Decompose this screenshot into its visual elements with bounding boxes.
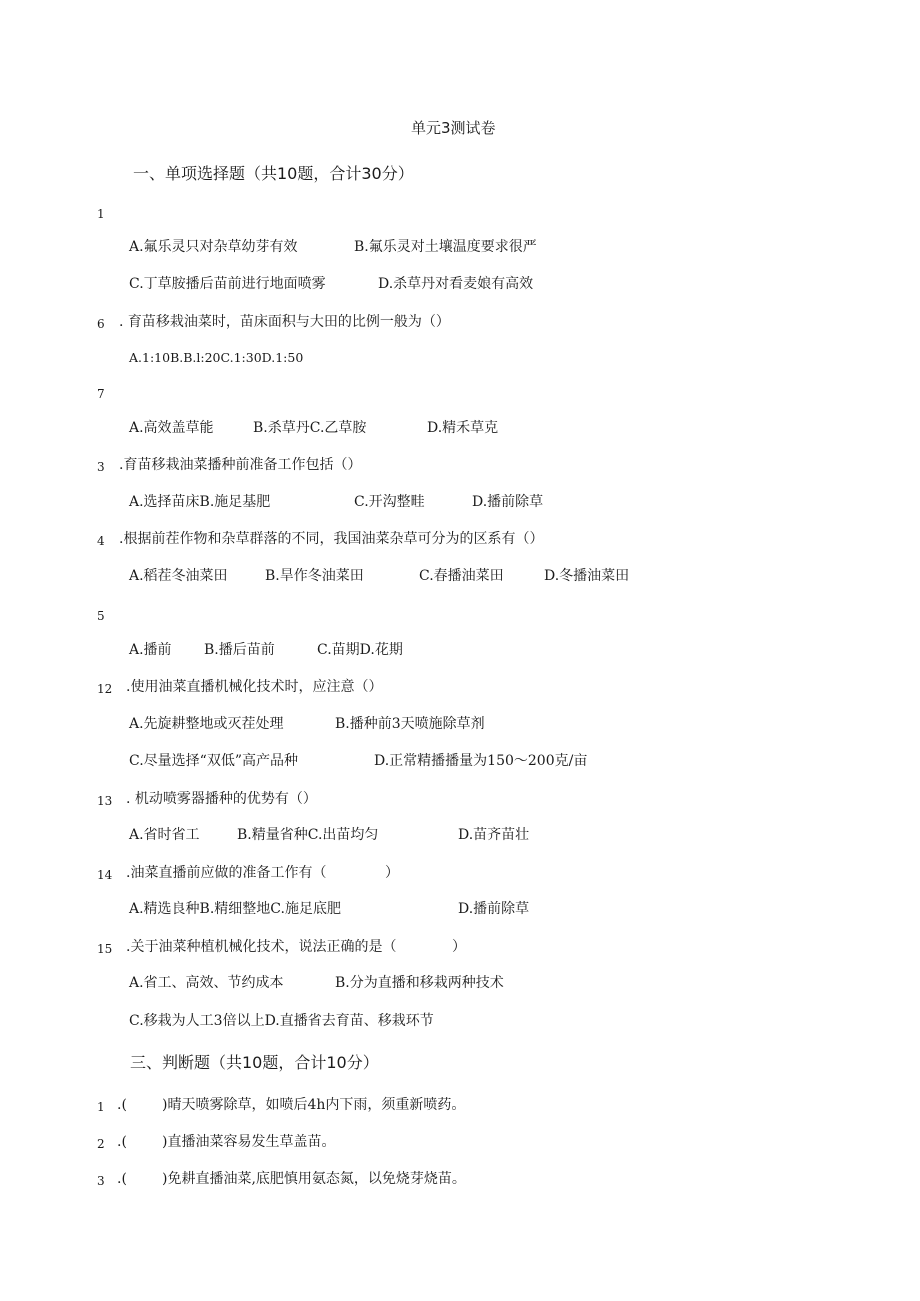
option-c: C.春播油菜田 (419, 568, 504, 584)
section-heading-true-false: 三、判断题（共10题，合计10分） (130, 1053, 379, 1072)
question-number: 7 (97, 387, 105, 401)
option-a: A.省工、高效、节约成本 (129, 975, 284, 991)
option-ab: A.选择苗床B.施足基肥 (129, 494, 271, 510)
question-text: .育苗移栽油菜播种前准备工作包括（） (119, 457, 362, 473)
question-text: .使用油菜直播机械化技术时，应注意（） (126, 679, 383, 695)
page-title: 单元3测试卷 (411, 119, 496, 137)
tf-number: 1 (97, 1100, 105, 1114)
option-b: B.播种前3天喷施除草剂 (335, 716, 485, 732)
option-bc: B.杀草丹C.乙草胺 (253, 420, 367, 436)
question-number: 12 (97, 682, 113, 696)
tf-paren: .( (117, 1171, 127, 1187)
answer-bracket-close: ） (385, 865, 399, 881)
tf-paren: .( (117, 1134, 127, 1150)
option-b: B.旱作冬油菜田 (265, 568, 364, 584)
option-a: A.播前 (129, 642, 172, 658)
option-c: C.丁草胺播后苗前进行地面喷雾 (129, 276, 326, 292)
option-d: D.苗齐苗壮 (458, 827, 530, 843)
option-a: A.高效盖草能 (129, 420, 214, 436)
option-c: C.尽量选择“双低”高产品种 (129, 753, 298, 769)
tf-statement: )免耕直播油菜,底肥慎用氨态氮，以免烧芽烧苗。 (162, 1171, 466, 1187)
question-text: .根据前茬作物和杂草群落的不同，我国油菜杂草可分为的区系有（） (119, 531, 544, 547)
option-d: D.正常精播播量为150～200克/亩 (374, 753, 588, 769)
question-number: 1 (97, 207, 105, 221)
question-number: 13 (97, 794, 113, 808)
option-b: B.氟乐灵对土壤温度要求很严 (354, 239, 537, 255)
option-c: C.开沟整畦 (354, 494, 425, 510)
question-text: . 育苗移栽油菜时，苗床面积与大田的比例一般为（） (119, 314, 450, 330)
question-number: 3 (97, 460, 105, 474)
option-a: A.省时省工 (129, 827, 200, 843)
option-a: A.稻茬冬油菜田 (129, 568, 228, 584)
question-text: . 机动喷雾器播种的优势有（） (126, 791, 317, 807)
option-b: B.分为直播和移栽两种技术 (335, 975, 504, 991)
tf-statement: )晴天喷雾除草，如喷后4h内下雨，须重新喷药。 (162, 1097, 466, 1113)
options-line: A.1:10B.B.l:20C.1:30D.1:50 (129, 350, 304, 365)
question-number: 14 (97, 868, 113, 882)
question-number: 4 (97, 534, 105, 548)
question-number: 6 (97, 317, 105, 331)
option-a: A.氟乐灵只对杂草幼芽有效 (129, 239, 298, 255)
answer-bracket-close: ） (452, 939, 466, 955)
option-d: D.杀草丹对看麦娘有高效 (378, 276, 534, 292)
option-b: B.播后苗前 (204, 642, 275, 658)
option-d: D.冬播油菜田 (544, 568, 630, 584)
option-abc: A.精选良种B.精细整地C.施足底肥 (129, 901, 341, 917)
tf-number: 2 (97, 1137, 105, 1151)
option-a: A.先旋耕整地或灭茬处理 (129, 716, 284, 732)
tf-number: 3 (97, 1174, 105, 1188)
question-number: 15 (97, 942, 113, 956)
question-number: 5 (97, 609, 105, 623)
tf-statement: )直播油菜容易发生草盖苗。 (162, 1134, 336, 1150)
option-d: D.精禾草克 (427, 420, 499, 436)
tf-paren: .( (117, 1097, 127, 1113)
question-text: .关于油菜种植机械化技术，说法正确的是（ (126, 939, 397, 955)
option-bc: B.精量省种C.出苗均匀 (237, 827, 379, 843)
question-text: .油菜直播前应做的准备工作有（ (126, 865, 327, 881)
option-d: D.播前除草 (472, 494, 544, 510)
section-heading-single-choice: 一、单项选择题（共10题，合计30分） (133, 164, 414, 183)
option-cd: C.苗期D.花期 (317, 642, 403, 658)
option-cd: C.移栽为人工3倍以上D.直播省去育苗、移栽环节 (129, 1013, 434, 1029)
option-d: D.播前除草 (458, 901, 530, 917)
